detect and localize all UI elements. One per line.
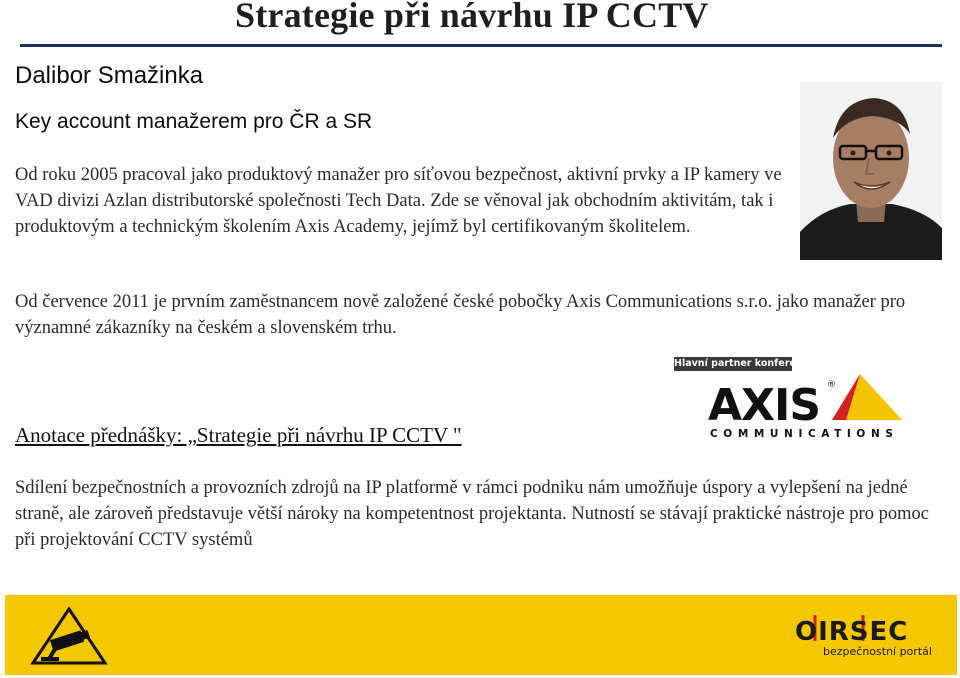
speaker-bio-paragraph-1: Od roku 2005 pracoval jako produktový manažer pro síťovou bezpečnost, aktivní prvky a IP kamery ve VAD divizi Azlan distributorské společnosti Tech Data. Zde se věnoval jak obchodním aktivitám, tak i produktovým a technickým školením Axis Academy, jejímž byl certifikovaným školitelem. bbox=[15, 165, 782, 237]
axis-communications-logo bbox=[706, 372, 906, 442]
speaker-name: Dalibor Smažinka bbox=[15, 62, 204, 89]
slide-title: Strategie při návrhu IP CCTV bbox=[235, 0, 709, 35]
axis-logo-registered-mark: ® bbox=[827, 380, 836, 390]
cctv-camera-warning-icon bbox=[27, 605, 111, 669]
main-partner-tag: Hlavní partner konference bbox=[674, 358, 815, 369]
speaker-bio-paragraph-2: Od července 2011 je prvním zaměstnancem nově založené české pobočky Axis Communications s.r.o. jako manažer pro významné zákazníky na českém a slovenském trhu. bbox=[15, 292, 906, 338]
oirsec-logo-word: OIRSEC bbox=[795, 617, 909, 647]
speaker-role: Key account manažerem pro ČR a SR bbox=[15, 110, 373, 133]
axis-logo-word: AXIS bbox=[708, 380, 821, 431]
oirsec-logo-subtitle: bezpečnostní portál bbox=[823, 645, 932, 658]
abstract-body: Sdílení bezpečnostních a provozních zdrojů na IP platformě v rámci podniku nám umožňuje úspory a vylepšení na jedné straně, ale zároveň představuje větší nároky na kompetentnost projektanta. Nutností se stávají praktické nástroje pro pomoc při projektování CCTV systémů bbox=[15, 478, 929, 550]
axis-logo-subtitle: COMMUNICATIONS bbox=[710, 428, 899, 440]
footer-band bbox=[5, 595, 957, 675]
speaker-portrait-illustration bbox=[800, 82, 942, 260]
abstract-heading: Anotace přednášky: „Strategie při návrhu IP CCTV " bbox=[15, 423, 462, 447]
speaker-photo bbox=[800, 82, 942, 260]
title-divider bbox=[20, 44, 942, 47]
